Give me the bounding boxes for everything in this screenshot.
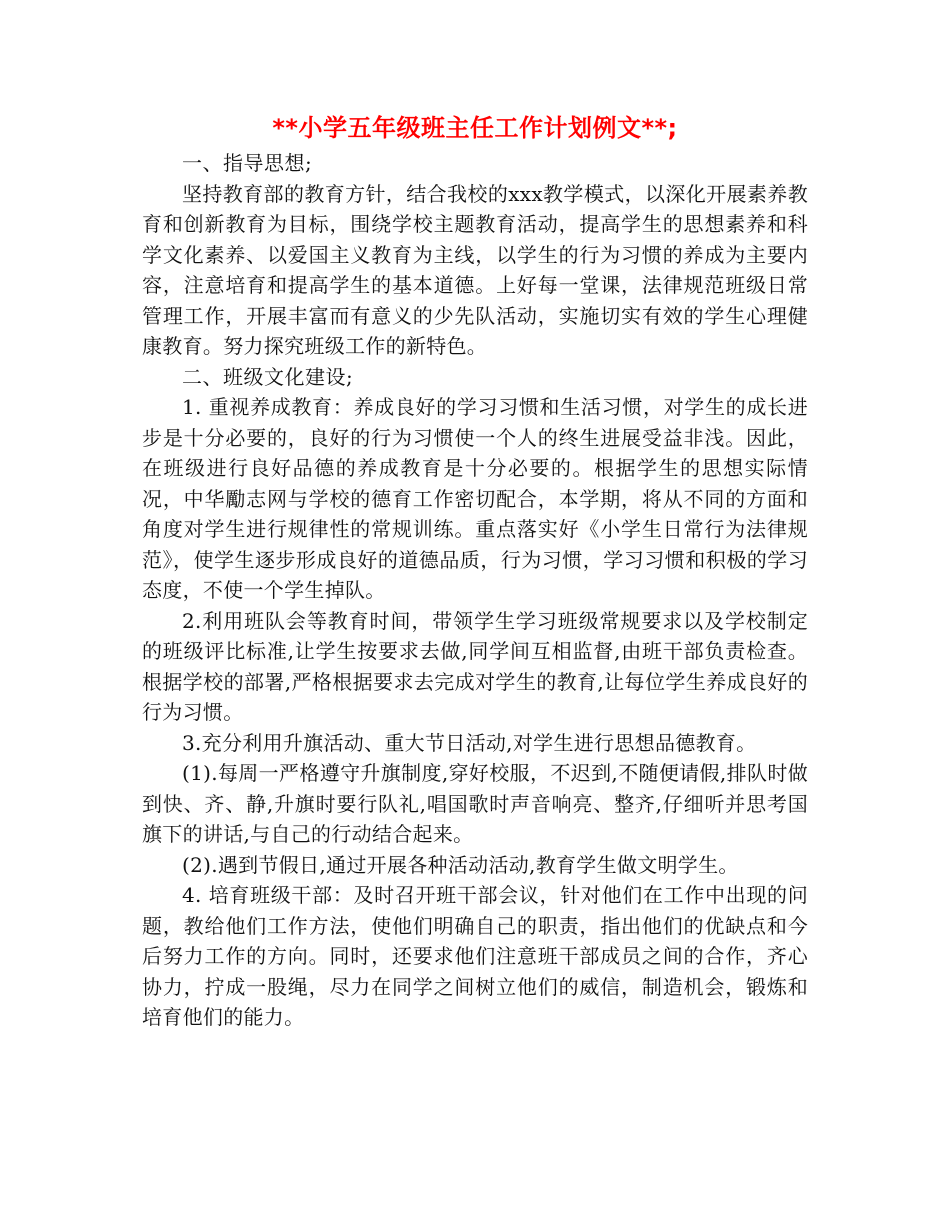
section-heading-guiding-ideology: 一、指导思想; — [182, 151, 313, 175]
paragraph-habit-education: 1. 重视养成教育：养成良好的学习习惯和生活习惯，对学生的成长进步是十分必要的，良好的行为习惯使一个人的终生进展受益非浅。因此，在班级进行良好品德的养成教育是十分必要的。根据学生的思想实际情况，中华勵志网与学校的德育工作密切配合，本学期，将从不同的方面和角度对学生进行规律性的常规训练。重点落实好《小学生日常行为法律规范》，使学生逐步形成良好的道德品质，行为习惯，学习习惯和积极的学习态度，不使一个学生掉队。 — [142, 395, 808, 602]
paragraph-guiding-ideology: 坚持教育部的教育方针，结合我校的xxx教学模式，以深化开展素养教育和创新教育为目标，围绕学校主题教育活动，提高学生的思想素养和科学文化素养、以爱国主义教育为主线，以学生的行为习惯的养成为主要内容，注意培育和提高学生的基本道德。上好每一堂课，法律规范班级日常管理工作，开展丰富而有意义的少先队活动，实施切实有效的学生心理健康教育。努力探究班级工作的新特色。 — [142, 181, 808, 358]
paragraph-monday-flag: (1).每周一严格遵守升旗制度,穿好校服，不迟到,不随便请假,排队时做到快、齐、静,升旗时要行队礼,唱国歌时声音响亮、整齐,仔细听并思考国旗下的讲话,与自己的行动结合起来。 — [142, 761, 808, 846]
document-page — [142, 108, 808, 1033]
paragraph-class-meeting: 2.利用班队会等教育时间，带领学生学习班级常规要求以及学校制定的班级评比标准,让学生按要求去做,同学间互相监督,由班干部负责检查。根据学校的部署,严格根据要求去完成对学生的教育,让每位学生养成良好的行为习惯。 — [142, 608, 808, 724]
paragraph-flag-raising: 3.充分利用升旗活动、重大节日活动,对学生进行思想品德教育。 — [182, 730, 757, 755]
document-title: **小学五年级班主任工作计划例文**; — [272, 114, 678, 142]
document-body — [142, 148, 808, 1033]
paragraph-holidays: (2).遇到节假日,通过开展各种活动活动,教育学生做文明学生。 — [182, 852, 739, 877]
paragraph-class-cadres: 4. 培育班级干部：及时召开班干部会议，针对他们在工作中出现的问题，教给他们工作方法，使他们明确自己的职责，指出他们的优缺点和今后努力工作的方向。同时，还要求他们注意班干部成员之间的合作，齐心协力，拧成一股绳，尽力在同学之间树立他们的威信，制造机会，锻炼和培育他们的能力。 — [142, 883, 808, 1029]
section-heading-class-culture: 二、班级文化建设; — [182, 364, 354, 389]
